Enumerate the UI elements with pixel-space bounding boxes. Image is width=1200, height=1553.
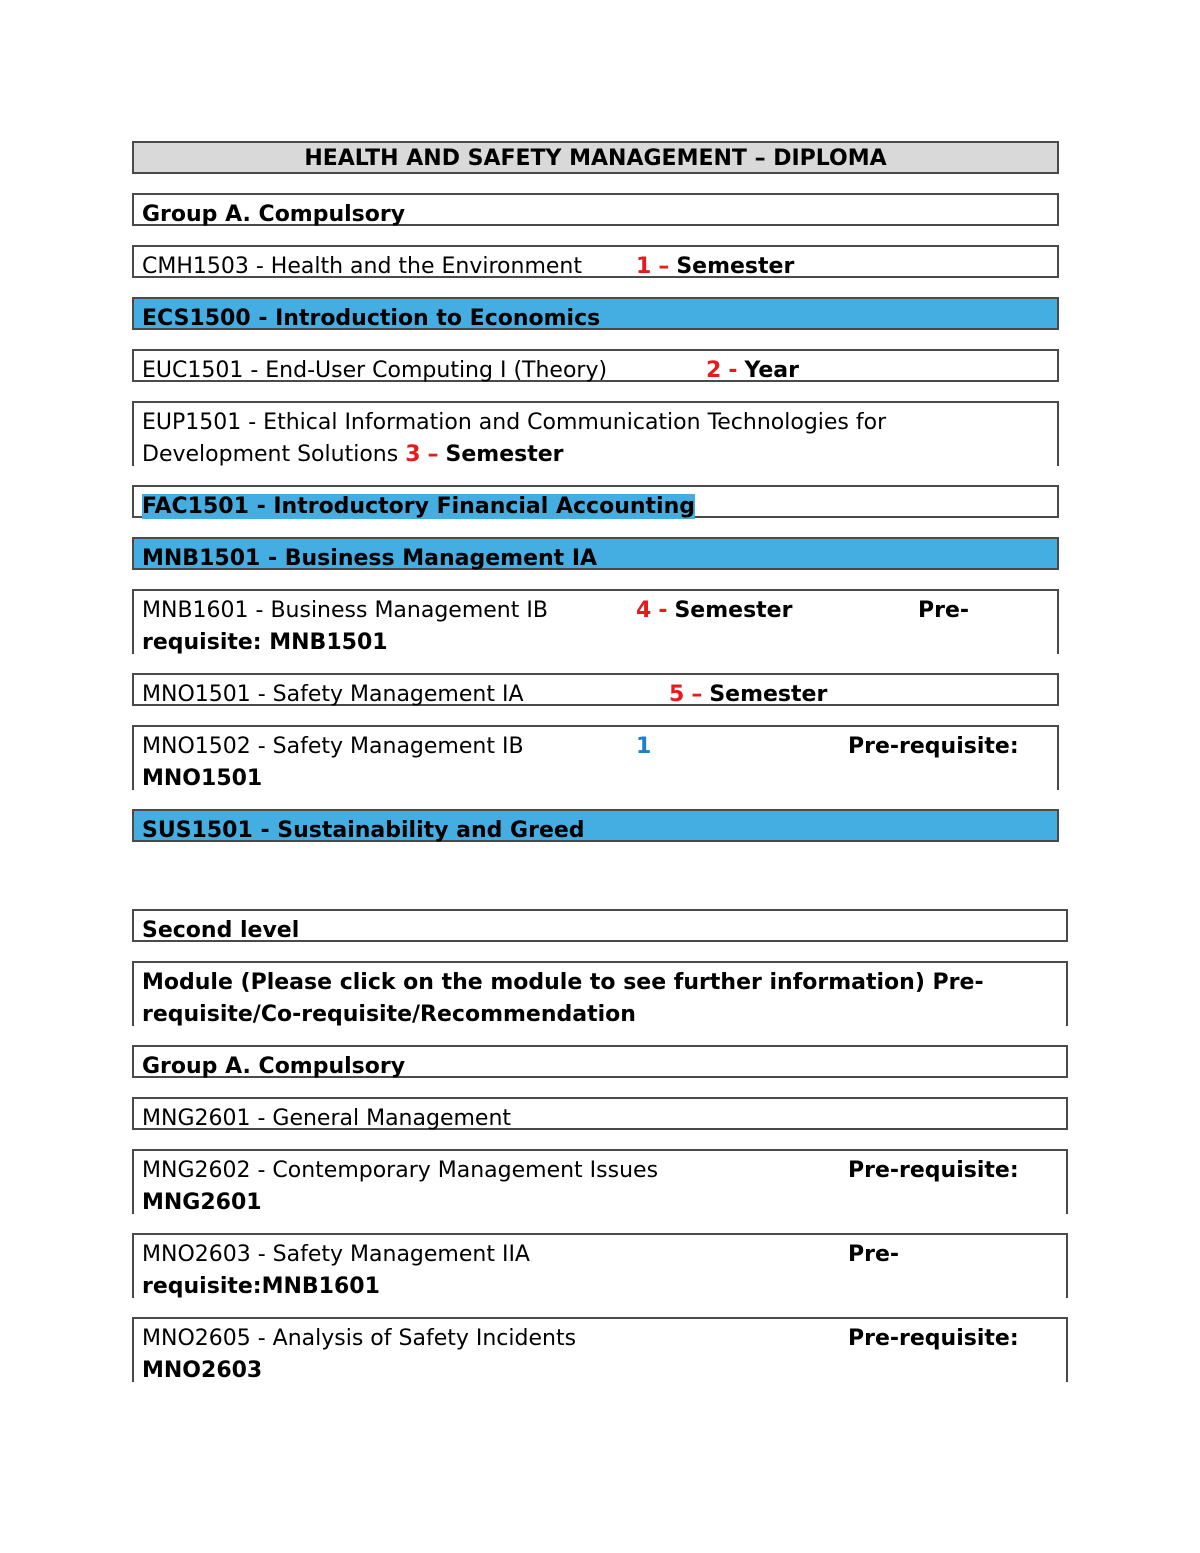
module-row-mng2601 [132, 1097, 1068, 1130]
section-heading-second-level [132, 909, 1068, 942]
module-link-mno2603[interactable]: MNO2603 - Safety Management IIA [142, 1242, 530, 1267]
module-row-mnb1501 [132, 537, 1059, 570]
module-link-sus1501[interactable]: SUS1501 - Sustainability and Greed [142, 818, 585, 843]
prerequisite-label: Pre-requisite: [848, 734, 1019, 759]
module-row-mno2605 [132, 1317, 1068, 1382]
module-period-cmh1503: 1 – Semester [636, 254, 795, 279]
module-row-euc1501 [132, 349, 1059, 382]
module-period-mnb1601: 4 - Semester [636, 598, 793, 623]
module-link-mnb1601[interactable]: MNB1601 - Business Management IB [142, 598, 548, 623]
module-row-mno2603 [132, 1233, 1068, 1298]
prerequisite-label: Pre-requisite: [848, 1326, 1019, 1351]
module-row-ecs1500 [132, 297, 1059, 330]
module-row-mno1501 [132, 673, 1059, 706]
prerequisite-label: Pre- [848, 1242, 900, 1267]
prerequisite-value: MNG2601 [142, 1190, 262, 1215]
module-link-mno1502[interactable]: MNO1502 - Safety Management IB [142, 734, 524, 759]
page-title: HEALTH AND SAFETY MANAGEMENT – DIPLOMA [132, 141, 1059, 174]
module-header-line1: Module (Please click on the module to see further information) Pre- [142, 970, 984, 995]
module-link-mno2605[interactable]: MNO2605 - Analysis of Safety Incidents [142, 1326, 577, 1351]
module-row-mno1502 [132, 725, 1059, 790]
group-heading [132, 193, 1059, 226]
prerequisite-label: Pre-requisite: [848, 1158, 1019, 1183]
module-link-mng2602[interactable]: MNG2602 - Contemporary Management Issues [142, 1158, 659, 1183]
module-link-mno1501[interactable]: MNO1501 - Safety Management IA [142, 682, 524, 707]
module-row-fac1501 [132, 485, 1059, 518]
module-link-cmh1503[interactable]: CMH1503 - Health and the Environment [142, 254, 582, 279]
prerequisite-value: MNO1501 [142, 766, 263, 791]
second-level-label: Second level [142, 918, 300, 943]
module-link-ecs1500[interactable]: ECS1500 - Introduction to Economics [142, 306, 601, 331]
module-row-mnb1601 [132, 589, 1059, 654]
prerequisite-value: requisite:MNB1601 [142, 1274, 380, 1299]
module-row-eup1501: EUP1501 - Ethical Information and Communication Technologies for Development Solutions 3 – Semester [132, 401, 1059, 466]
module-link-mnb1501[interactable]: MNB1501 - Business Management IA [142, 546, 598, 571]
module-number-eup1501: 3 [405, 442, 421, 467]
group-heading-label: Group A. Compulsory [142, 202, 406, 227]
module-row-sus1501 [132, 809, 1059, 842]
prerequisite-value: MNO2603 [142, 1358, 263, 1383]
module-number-mno1502: 1 [636, 734, 652, 759]
module-link-eup1501-cont[interactable]: Development Solutions [142, 442, 399, 467]
module-header-line2: requisite/Co-requisite/Recommendation [142, 1002, 636, 1027]
module-header [132, 961, 1068, 1026]
module-row-mng2602 [132, 1149, 1068, 1214]
module-link-eup1501[interactable]: EUP1501 - Ethical Information and Communication Technologies for [142, 410, 887, 435]
module-row-cmh1503 [132, 245, 1059, 278]
group-heading-second [132, 1045, 1068, 1078]
module-link-euc1501[interactable]: EUC1501 - End-User Computing I (Theory) [142, 358, 608, 383]
module-link-fac1501[interactable]: FAC1501 - Introductory Financial Accounting [142, 494, 695, 519]
module-period-eup1501: Semester [445, 442, 564, 467]
prerequisite-value: requisite: MNB1501 [142, 630, 388, 655]
module-period-mno1501: 5 – Semester [669, 682, 828, 707]
module-link-mng2601[interactable]: MNG2601 - General Management [142, 1106, 512, 1131]
module-period-euc1501: 2 - Year [706, 358, 799, 383]
prerequisite-label: Pre- [918, 598, 970, 623]
group-heading-label: Group A. Compulsory [142, 1054, 406, 1079]
